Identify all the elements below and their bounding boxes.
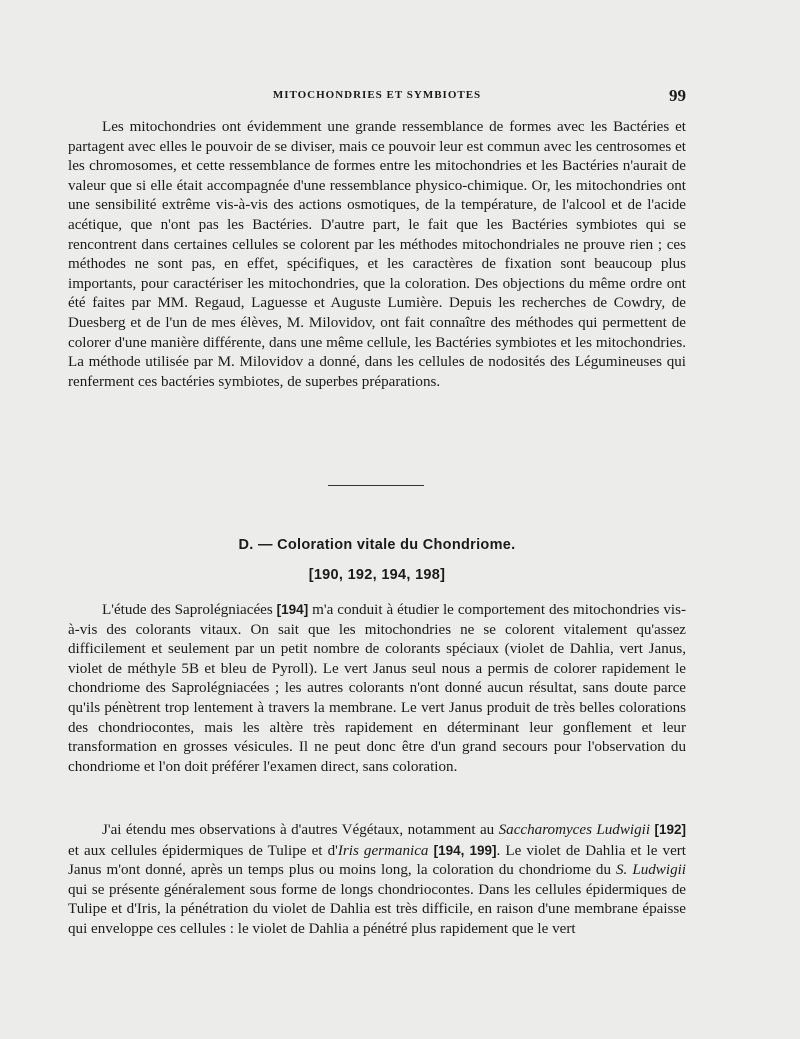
reference-citation: [194] [276,602,309,617]
section-heading: D. — Coloration vitale du Chondriome. [238,537,516,553]
paragraph-text [68,820,686,940]
reference-citation: [192] [654,822,687,837]
running-title: MITOCHONDRIES ET SYMBIOTES [272,89,482,101]
text-run: . Le violet de Dahlia et le vert Janus m'ont donné, après un temps plus ou moins long, la coloration du chondriome du [68,842,687,879]
text-run: m'a conduit à étudier le comportement des mitochondries vis-à-vis des colorants vitaux. On sait que les mitochondries ne se colorent vitalement qu'assez difficilement et seulement par un petit nombre de colorants spéciaux (violet de Dahlia, vert Janus, violet de méthyle 5B et bleu de Pyroll). Le vert Janus seul nous a permis de colorer rapidement le chondriome des Saprolégniacées ; les autres colorants n'ont donné aucun résultat, sans doute parce qu'ils pénètrent trop lentement à travers la membrane. Le vert Janus produit de très belles colorations des chondriocontes, mais les altère très rapidement en déterminant leur gonflement et leur transformation en grosses vésicules. Il ne peut donc être d'un grand secours pour l'observation du chondriome et l'on doit préférer l'examen direct, sans coloration. [68,602,686,775]
species-name: Iris germanica [337,842,429,859]
paragraph-2 [68,600,686,777]
running-header [68,86,686,106]
paragraph-1 [68,118,686,392]
paragraph-text: Les mitochondries ont évidemment une grande ressemblance de formes avec les Bactéries et partagent avec elles le pouvoir de se diviser, mais ce pouvoir leur est commun avec les centrosomes et les chromosomes, et cette ressemblance de formes entre les mitochondries et les Bactéries n'aurait de valeur que si elle était accompagnée d'une ressemblance physico-chimique. Or, les mitochondries ont une sensibilité extrême vis-à-vis des actions osmotiques, de la température, de l'alcool et de l'acide acétique, que n'ont pas les Bactéries. D'autre part, le fait que les Bactéries symbiotes qui se rencontrent dans certaines cellules se colorent par les méthodes mitochondriales ne prouve rien ; ces méthodes ne sont pas, en effet, spécifiques, et les caractères de fixation sont beaucoup plus importants, pour caractériser les mitochondries, que la coloration. Des objections du même ordre ont été faites par MM. Regaud, Laguesse et Auguste Lumière. Depuis les recherches de Cowdry, de Duesberg et de l'un de mes élèves, M. Milovidov, ont fait connaître des méthodes qui permettent de colorer d'une manière différente, dans une même cellule, les Bactéries symbiotes et les mitochondries. La méthode utilisée par M. Milovidov a donné, dans les cellules de nodosités des Légumineuses qui renferment ces bactéries symbiotes, de superbes préparations. [68,119,686,390]
text-run: et aux cellules épidermiques de Tulipe et d' [68,842,338,859]
species-name: S. Ludwigii [616,862,686,879]
reference-citation: [194, 199] [433,842,497,858]
text-run: qui se présente généralement sous forme de longs chondriocontes. Dans les cellules épidermiques de Tulipe et d'Iris, la pénétration du violet de Dahlia est très difficile, en raison d'une membrane épaisse qui enveloppe ces cellules : le violet de Dahlia a pénétré plus rapidement que le vert [68,881,686,937]
page-number: 99 [669,86,686,105]
paragraph-3 [68,820,686,940]
text-run: J'ai étendu mes observations à d'autres Végétaux, notamment au [102,822,499,838]
text-run: L'étude des Saprolégniacées [102,602,277,618]
section-references: [190, 192, 194, 198] [308,567,446,583]
section-divider [328,485,424,486]
paragraph-text [68,600,686,777]
species-name: Saccharomyces Ludwigii [498,822,651,838]
